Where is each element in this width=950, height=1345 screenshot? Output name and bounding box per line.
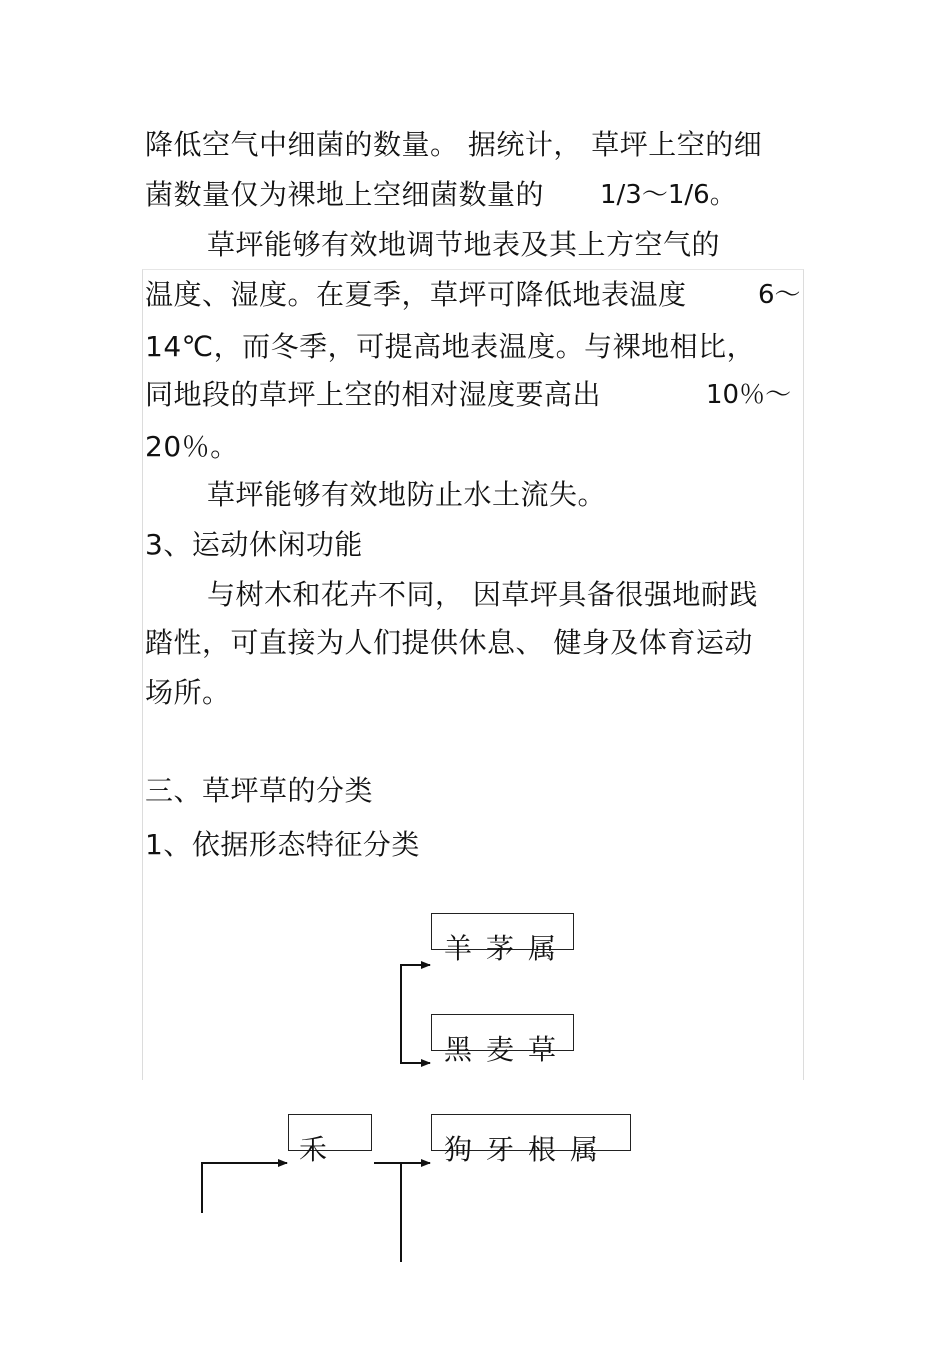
- ratio-value: 1/3～1/6。: [600, 180, 736, 210]
- subsection-heading: 1、依据形态特征分类: [145, 828, 420, 861]
- connector-to-he: [202, 1163, 280, 1213]
- paragraph-line: 20％。: [145, 430, 239, 463]
- box-yangmao-label: 羊茅属: [444, 932, 571, 965]
- humidity-value: 10％～: [706, 380, 792, 410]
- paragraph-line: 草坪能够有效地调节地表及其上方空气的: [207, 228, 721, 261]
- box-he-label: 禾: [299, 1133, 342, 1166]
- paragraph-line: 菌数量仅为裸地上空细菌数量的: [145, 178, 545, 211]
- temperature-value: 6～: [758, 280, 801, 310]
- section-heading: 3、运动休闲功能: [145, 528, 363, 561]
- connector-upper-bracket: [401, 965, 428, 1063]
- paragraph-line: 14℃，而冬季，可提高地表温度。与裸地相比，: [145, 330, 756, 363]
- paragraph-line: 草坪能够有效地防止水土流失。: [207, 478, 607, 511]
- section-heading: 三、草坪草的分类: [145, 774, 374, 807]
- box-gouya-label: 狗牙根属: [444, 1133, 613, 1166]
- paragraph-line: 踏性，可直接为人们提供休息、 健身及体育运动: [145, 626, 753, 659]
- box-heimai-label: 黑麦草: [444, 1033, 571, 1066]
- paragraph-line: 温度、湿度。在夏季，草坪可降低地表温度: [145, 278, 687, 311]
- paragraph-line: 降低空气中细菌的数量。 据统计， 草坪上空的细: [145, 128, 763, 161]
- paragraph-line: 同地段的草坪上空的相对湿度要高出: [145, 378, 602, 411]
- paragraph-line: 与树木和花卉不同， 因草坪具备很强地耐践: [207, 578, 758, 611]
- paragraph-line: 场所。: [145, 676, 231, 709]
